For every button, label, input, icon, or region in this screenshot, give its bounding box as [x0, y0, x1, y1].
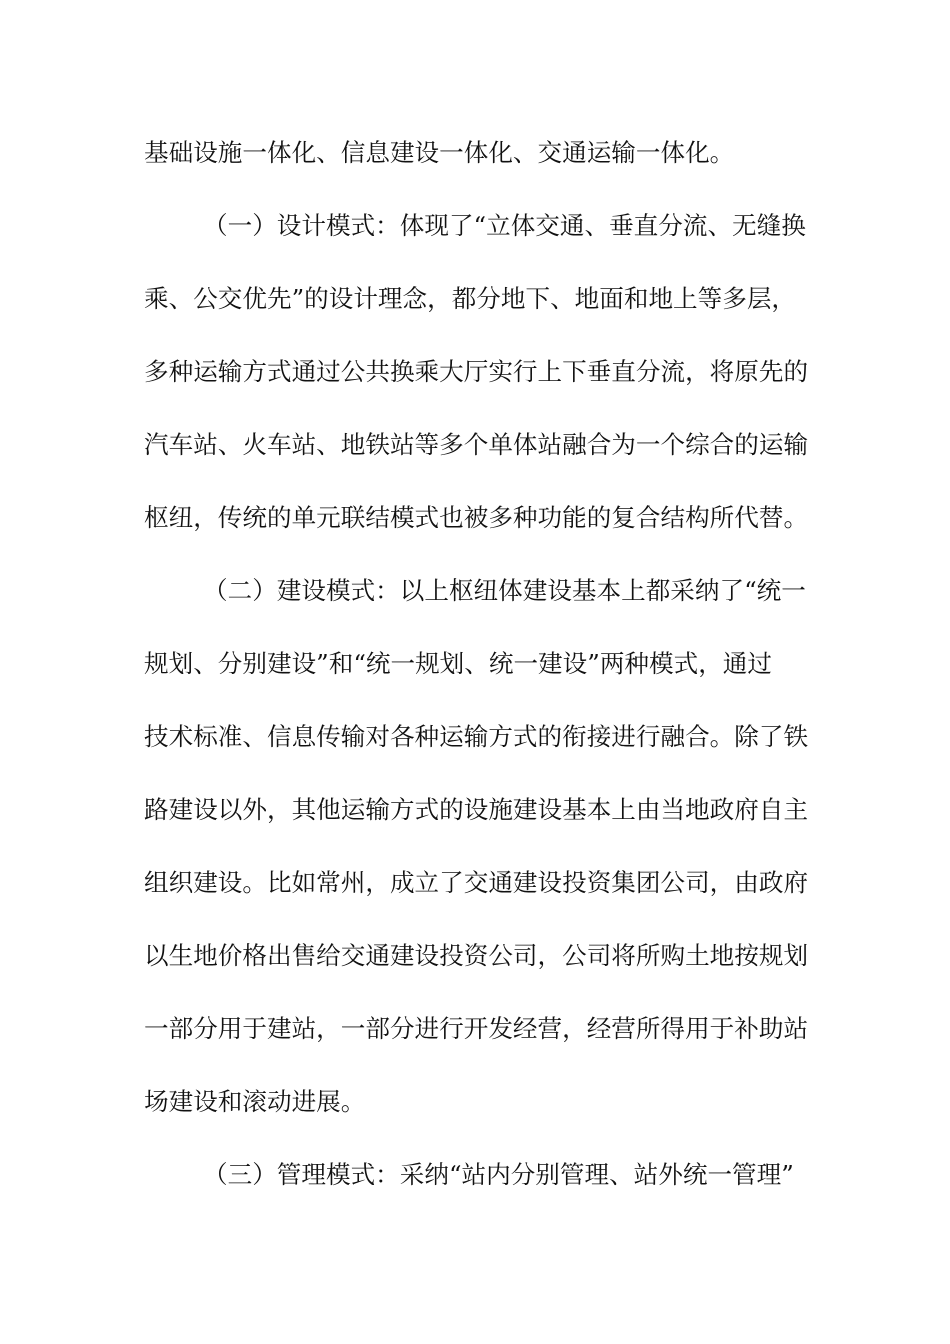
paragraph-line: 枢纽，传统的单元联结模式也被多种功能的复合结构所代替。 — [144, 503, 809, 532]
paragraph-line: 多种运输方式通过公共换乘大厅实行上下垂直分流，将原先的 — [144, 357, 809, 386]
paragraph-line: 乘、公交优先”的设计理念，都分地下、地面和地上等多层， — [144, 284, 797, 313]
paragraph-line: 规划、分别建设”和“统一规划、统一建设”两种模式，通过 — [144, 649, 772, 678]
paragraph-line: 以生地价格出售给交通建设投资公司，公司将所购土地按规划 — [144, 941, 809, 970]
paragraph-line: （一）设计模式：体现了“立体交通、垂直分流、无缝换 — [203, 211, 806, 240]
paragraph-line: 技术标准、信息传输对各种运输方式的衔接进行融合。除了铁 — [144, 722, 809, 751]
paragraph-line: 组织建设。比如常州，成立了交通建设投资集团公司，由政府 — [144, 868, 809, 897]
paragraph-line: 基础设施一体化、信息建设一体化、交通运输一体化。 — [144, 138, 735, 167]
paragraph-line: 路建设以外，其他运输方式的设施建设基本上由当地政府自主 — [144, 795, 809, 824]
paragraph-line: （三）管理模式：采纳“站内分别管理、站外统一管理” — [203, 1160, 794, 1189]
paragraph-line: 汽车站、火车站、地铁站等多个单体站融合为一个综合的运输 — [144, 430, 809, 459]
paragraph-line: 场建设和滚动进展。 — [144, 1087, 366, 1116]
paragraph-line: （二）建设模式：以上枢纽体建设基本上都采纳了“统一 — [203, 576, 806, 605]
paragraph-line: 一部分用于建站，一部分进行开发经营，经营所得用于补助站 — [144, 1014, 809, 1043]
